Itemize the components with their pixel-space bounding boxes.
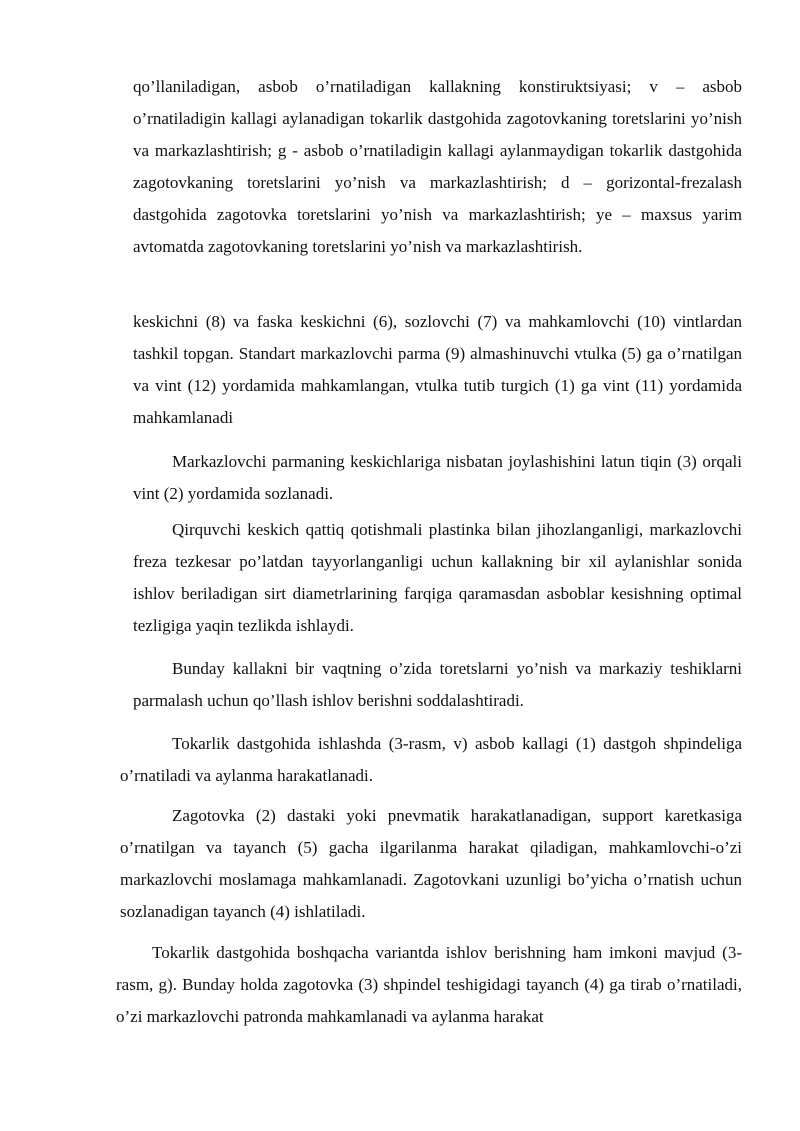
paragraph-figure-caption-continuation: qo’llaniladigan, asbob o’rnatiladigan kallakning konstiruktsiyasi; v – asbob o’rnatiladigin kallagi aylanadigan tokarlik dastgohida zagotovkaning toretslarini yo’nish va markazlashtirish; g - asbob o’rnatiladigin kallagi aylanmaydigan tokarlik dastgohida zagotovkaning toretslarini yo’nish va markazlashtirish; d – gorizontal-frezalash dastgohida zagotovka toretslarini yo’nish va markazlashtirish; ye – maxsus yarim avtomatda zagotovkaning toretslarini yo’nish va markazlashtirish. (133, 77, 742, 256)
paragraph-cutting-speed: Qirquvchi keskich qattiq qotishmali plastinka bilan jihozlanganligi, markazlovchi freza tezkesar po’latdan tayyorlanganligi uchun kallakning bir xil aylanishlar sonida ishlov beriladigan sirt diametrlarining farqiga qaramasdan asboblar kesishning optimal tezligiga yaqin tezlikda ishlaydi. (133, 520, 742, 635)
paragraph-head-usage: Bunday kallakni bir vaqtning o’zida toretslarni yo’nish va markaziy teshiklarni parmalash uchun qo’llash ishlov berishni soddalashtiradi. (133, 659, 742, 710)
paragraph-lathe-operation: Tokarlik dastgohida ishlashda (3-rasm, v) asbob kallagi (1) dastgoh shpindeliga o’rnatiladi va aylanma harakatlanadi. (120, 734, 742, 785)
paragraph-head-construction: keskichni (8) va faska keskichni (6), sozlovchi (7) va mahkamlovchi (10) vintlardan tashkil topgan. Standart markazlovchi parma (9) almashinuvchi vtulka (5) ga o’rnatilgan va vint (12) yordamida mahkamlangan, vtulka tutib turgich (1) ga vint (11) yordamida mahkamlanadi (133, 312, 742, 427)
paragraph-workpiece-clamping: Zagotovka (2) dastaki yoki pnevmatik harakatlanadigan, support karetkasiga o’rnatilgan va tayanch (5) gacha ilgarilanma harakat qiladigan, mahkamlovchi-o’zi markazlovchi moslamaga mahkamlanadi. Zagotovkani uzunligi bo’yicha o’rnatish uchun sozlanadigan tayanch (4) ishlatiladi. (120, 806, 742, 921)
paragraph-alternative-variant: Tokarlik dastgohida boshqacha variantda ishlov berishning ham imkoni mavjud (3-rasm, g). Bunday holda zagotovka (3) shpindel teshigidagi tayanch (4) ga tirab o’rnatiladi, o’zi markazlovchi patronda mahkamlanadi va aylanma harakat (116, 943, 742, 1026)
paragraph-drill-adjustment: Markazlovchi parmaning keskichlariga nisbatan joylashishini latun tiqin (3) orqali vint (2) yordamida sozlanadi. (133, 452, 742, 503)
